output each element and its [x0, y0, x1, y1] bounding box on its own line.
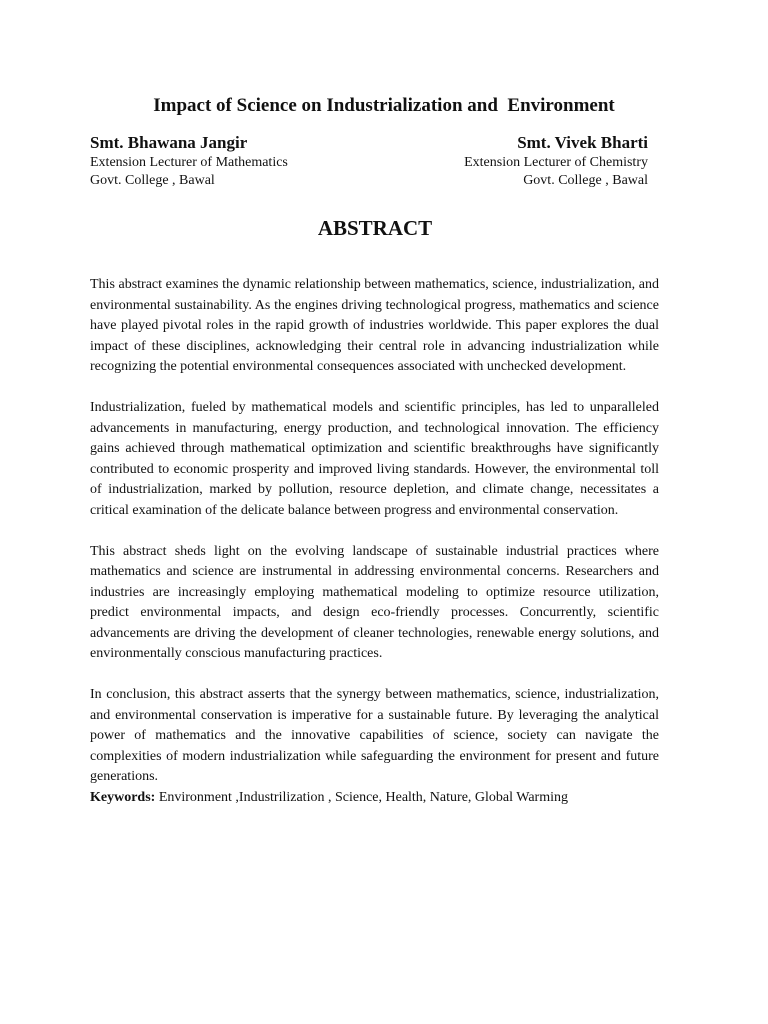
abstract-paragraph: Industrialization, fueled by mathematical models and scientific principles, has led to unparalleled advancements in manufacturing, energy production, and technological innovation. The efficiency gains achieved through mathematical optimization and scientific breakthroughs have significantly contributed to economic prosperity and improved living standards. However, the environmental toll of industrialization, marked by pollution, resource depletion, and climate change, necessitates a critical examination of the delicate balance between progress and environmental conservation. [90, 400, 659, 518]
author-position: Extension Lecturer of Mathematics [90, 155, 288, 170]
author-block-2 [348, 132, 648, 190]
abstract-paragraph: This abstract sheds light on the evolving landscape of sustainable industrial practices where mathematics and science are instrumental in addressing environmental concerns. Researchers and industries are increasingly employing mathematical modeling to optimize resource utilization, predict environmental impacts, and design eco-friendly processes. Concurrently, scientific advancements are driving the development of cleaner technologies, renewable energy solutions, and environmentally conscious manufacturing practices. [90, 543, 659, 661]
paper-title: Impact of Science on Industrialization and Environment [153, 95, 615, 116]
keywords-text: Environment ,Industrilization , Science, Health, Nature, Global Warming [155, 789, 568, 805]
abstract-heading: ABSTRACT [317, 216, 433, 240]
keywords-label: Keywords: [90, 789, 156, 805]
author-name: Smt. Vivek Bharti [517, 133, 648, 152]
author-name: Smt. Bhawana Jangir [90, 133, 248, 152]
author-affiliation: Govt. College , Bawal [523, 173, 648, 188]
author-position: Extension Lecturer of Chemistry [464, 155, 648, 170]
author-affiliation: Govt. College , Bawal [90, 173, 215, 188]
abstract-body [90, 275, 659, 808]
keywords-line [90, 788, 659, 809]
abstract-paragraph: In conclusion, this abstract asserts that the synergy between mathematics, science, industrialization, and environmental conservation is imperative for a sustainable future. By leveraging the analytical power of mathematics and the innovative capabilities of science, society can navigate the complexities of modern industrialization while safeguarding the environment for present and future generations. [90, 687, 659, 784]
abstract-paragraph: This abstract examines the dynamic relationship between mathematics, science, industrialization, and environmental sustainability. As the engines driving technological progress, mathematics and science have played pivotal roles in the rapid growth of industries worldwide. This paper explores the dual impact of these disciplines, acknowledging their central role in advancing industrialization while recognizing the potential environmental consequences associated with unchecked development. [90, 277, 659, 374]
author-block-1 [90, 132, 390, 190]
